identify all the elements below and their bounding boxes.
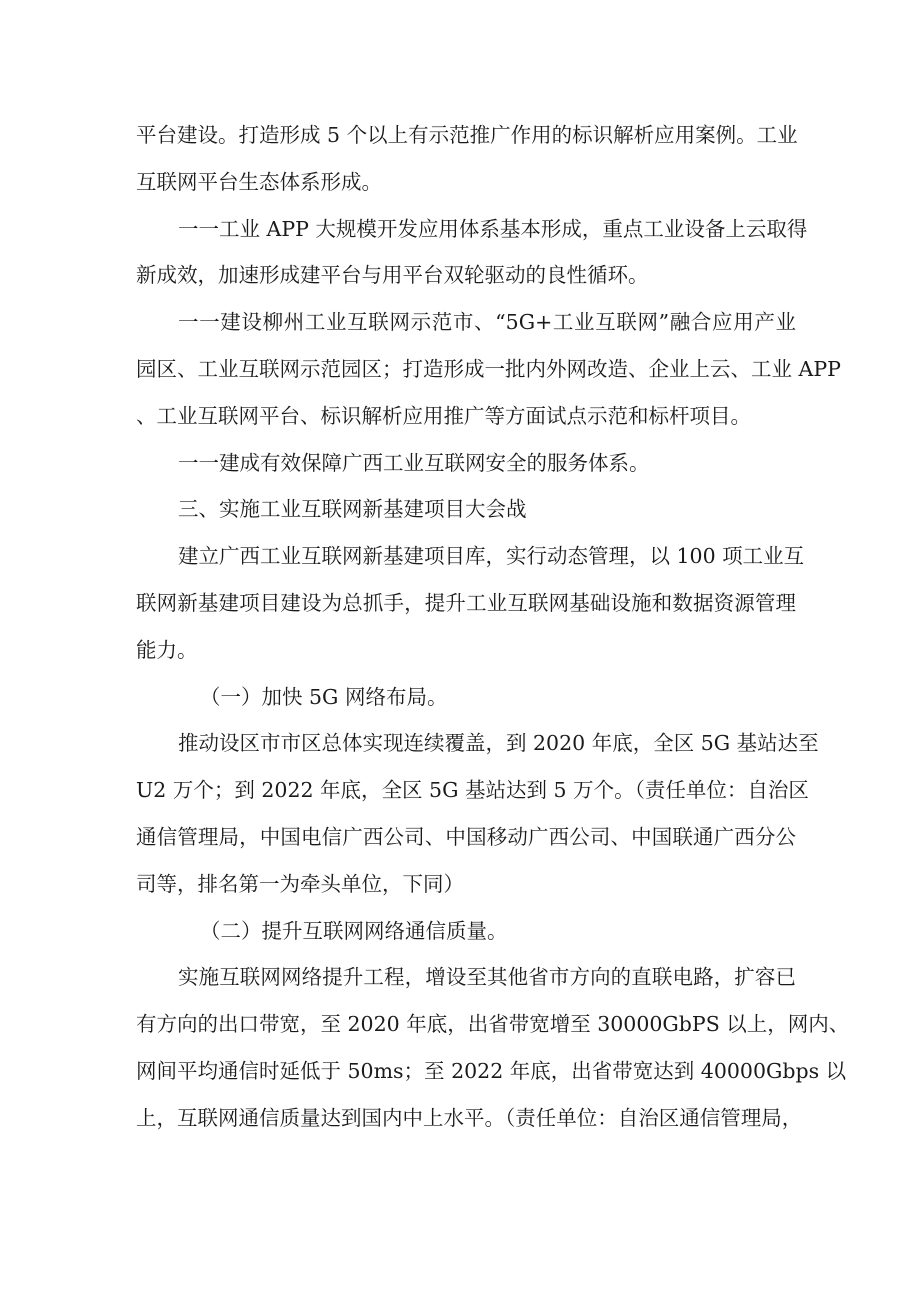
paragraph-line: 园区、工业互联网示范园区；打造形成一批内外网改造、企业上云、工业 APP xyxy=(136,356,841,381)
paragraph-line: 建立广西工业互联网新基建项目库，实行动态管理，以 100 项工业互 xyxy=(178,544,805,569)
paragraph-line: 网间平均通信时延低于 50ms；至 2022 年底，出省带宽达到 40000Gbps 以 xyxy=(136,1058,847,1083)
subsection-heading: （二）提升互联网网络通信质量。 xyxy=(200,918,508,943)
paragraph-line: 推动设区市市区总体实现连续覆盖，到 2020 年底，全区 5G 基站达至 xyxy=(178,731,819,756)
paragraph-line: 一一建设柳州工业互联网示范市、“5G+工业互联网”融合应用产业 xyxy=(178,310,796,335)
document-body xyxy=(136,112,850,1142)
paragraph-line: 一一建成有效保障广西工业互联网安全的服务体系。 xyxy=(178,450,650,475)
paragraph-line: 司等，排名第一为牵头单位，下同） xyxy=(136,871,464,896)
paragraph-line: 实施互联网网络提升工程，增设至其他省市方向的直联电路，扩容已 xyxy=(178,965,796,990)
subsection-heading: （一）加快 5G 网络布局。 xyxy=(200,684,448,709)
section-heading: 三、实施工业互联网新基建项目大会战 xyxy=(178,497,527,522)
paragraph-line: 有方向的出口带宽，至 2020 年底，出省带宽增至 30000GbPS 以上，网内、 xyxy=(136,1012,850,1037)
paragraph-line: 、工业互联网平台、标识解析应用推广等方面试点示范和标杆项目。 xyxy=(136,403,751,428)
paragraph-line: 上，互联网通信质量达到国内中上水平。（责任单位：自治区通信管理局， xyxy=(136,1105,803,1130)
paragraph-line: 能力。 xyxy=(136,637,198,662)
paragraph-line: 通信管理局，中国电信广西公司、中国移动广西公司、中国联通广西分公 xyxy=(136,824,796,849)
paragraph-line: 互联网平台生态体系形成。 xyxy=(136,169,382,194)
paragraph-line: 一一工业 APP 大规模开发应用体系基本形成，重点工业设备上云取得 xyxy=(178,216,808,241)
paragraph-line: 平台建设。打造形成 5 个以上有示范推广作用的标识解析应用案例。工业 xyxy=(136,123,798,147)
paragraph-line: U2 万个；到 2022 年底，全区 5G 基站达到 5 万个。（责任单位：自治区 xyxy=(136,778,809,803)
paragraph-line: 新成效，加速形成建平台与用平台双轮驱动的良性循环。 xyxy=(136,263,649,288)
paragraph-line: 联网新基建项目建设为总抓手，提升工业互联网基础设施和数据资源管理 xyxy=(136,590,796,615)
